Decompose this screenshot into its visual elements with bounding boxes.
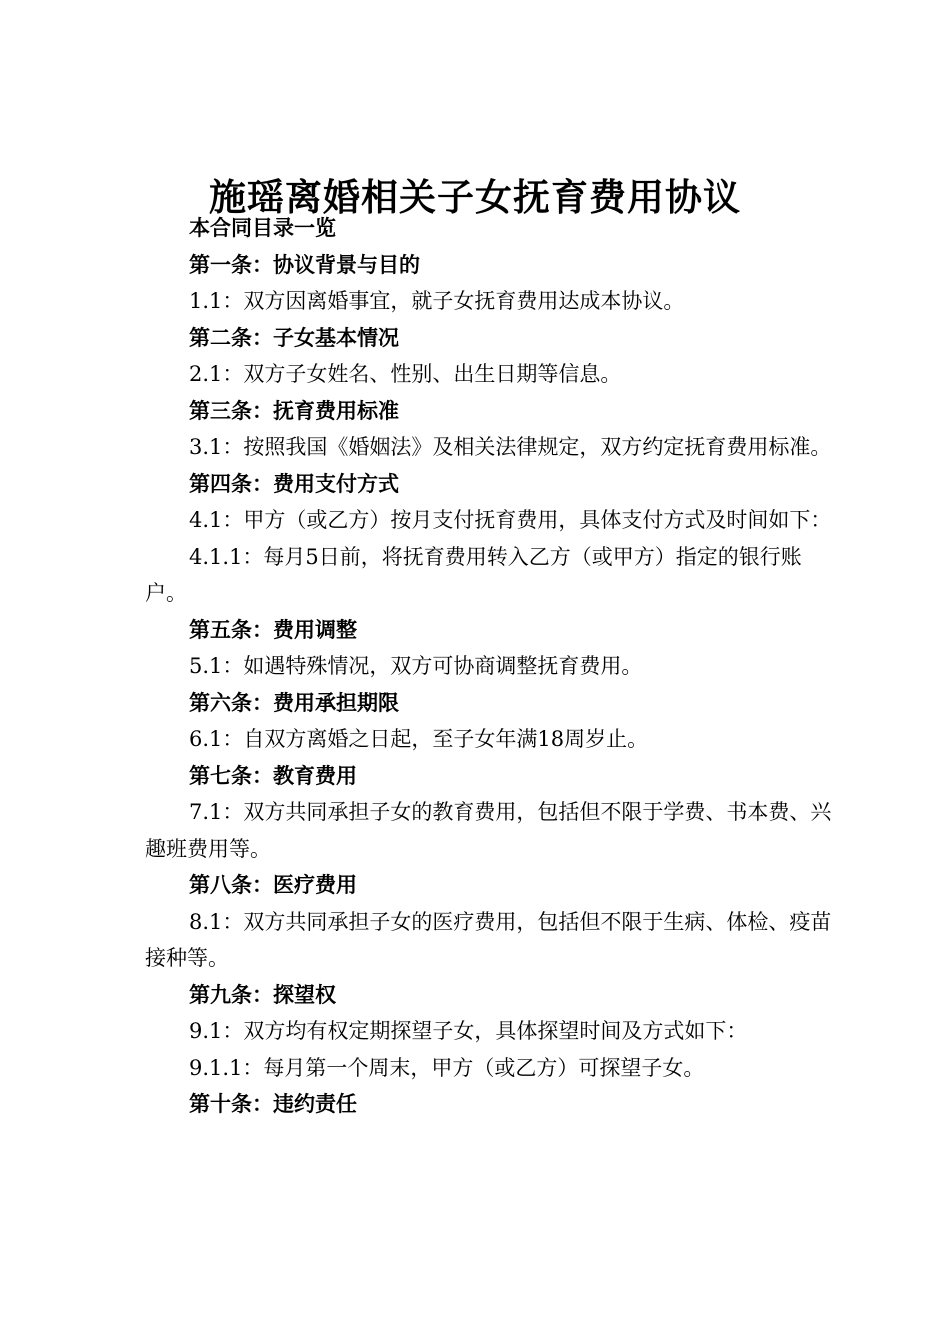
article-9-heading: 第九条：探望权: [189, 982, 336, 1007]
clause-1-1: 1.1：双方因离婚事宜，就子女抚育费用达成本协议。: [189, 289, 685, 313]
clause-9-1-1: 9.1.1：每月第一个周末，甲方（或乙方）可探望子女。: [189, 1055, 705, 1080]
clause-4-1: 4.1：甲方（或乙方）按月支付抚育费用，具体支付方式及时间如下：: [189, 508, 832, 532]
article-10-heading: 第十条：违约责任: [189, 1092, 357, 1116]
toc-heading: 本合同目录一览: [189, 216, 336, 240]
clause-4-1-1: 4.1.1：每月5日前，将抚育费用转入乙方（或甲方）指定的银行账户。: [145, 544, 802, 605]
clause-3-1: 3.1：按照我国《婚姻法》及相关法律规定，双方约定抚育费用标准。: [189, 435, 832, 459]
article-4-heading: 第四条：费用支付方式: [189, 471, 399, 496]
clause-8-1: 8.1：双方共同承担子女的医疗费用，包括但不限于生病、体检、疫苗接种等。: [145, 909, 832, 970]
article-6-heading: 第六条：费用承担期限: [189, 690, 399, 715]
clause-6-1: 6.1：自双方离婚之日起，至子女年满18周岁止。: [189, 727, 649, 751]
article-1-heading: 第一条：协议背景与目的: [189, 252, 420, 277]
article-2-heading: 第二条：子女基本情况: [189, 325, 399, 350]
document-body: [145, 210, 835, 1123]
article-7-heading: 第七条：教育费用: [189, 763, 357, 788]
article-8-heading: 第八条：医疗费用: [189, 873, 357, 897]
clause-7-1: 7.1：双方共同承担子女的教育费用，包括但不限于学费、书本费、兴趣班费用等。: [145, 800, 832, 861]
document-title: 施瑶离婚相关子女抚育费用协议: [209, 175, 741, 219]
clause-9-1: 9.1：双方均有权定期探望子女，具体探望时间及方式如下：: [189, 1019, 748, 1043]
article-3-heading: 第三条：抚育费用标准: [189, 398, 399, 423]
clause-2-1: 2.1：双方子女姓名、性别、出生日期等信息。: [189, 362, 622, 386]
clause-5-1: 5.1：如遇特殊情况，双方可协商调整抚育费用。: [189, 654, 643, 678]
article-5-heading: 第五条：费用调整: [189, 617, 357, 642]
